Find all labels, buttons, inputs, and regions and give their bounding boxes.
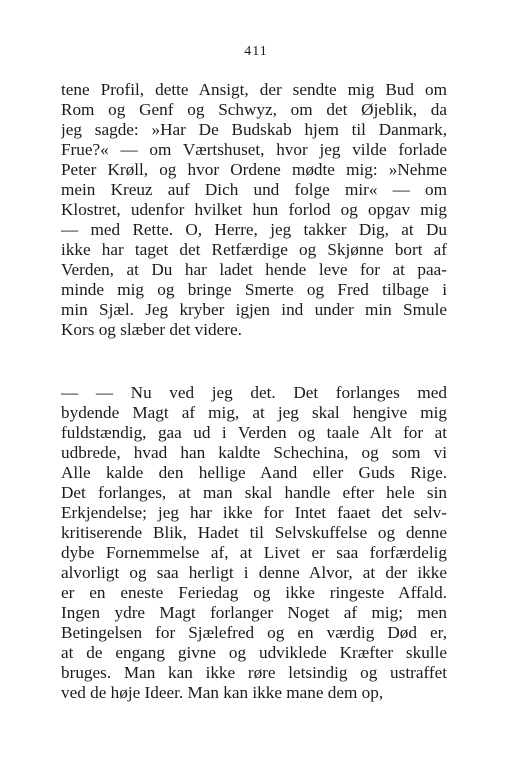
text-line: Alle kalde den hellige Aand eller Guds Rige. xyxy=(61,463,447,482)
text-line: bruges. Man kan ikke røre letsindig og ustraffet xyxy=(61,663,447,682)
text-line: Frue?« — om Værtshuset, hvor jeg vilde forlade xyxy=(61,140,447,159)
text-line: Verden, at Du har ladet hende leve for at paa- xyxy=(61,260,447,279)
text-line: Peter Krøll, og hvor Ordene mødte mig: »Nehme xyxy=(61,160,447,179)
text-line: bydende Magt af mig, at jeg skal hengive mig xyxy=(61,403,447,422)
text-line: mein Kreuz auf Dich und folge mir« — om xyxy=(61,180,447,199)
text-line: Klostret, udenfor hvilket hun forlod og opgav mig xyxy=(61,200,447,219)
text-line: Det forlanges, at man skal handle efter hele sin xyxy=(61,483,447,502)
text-line: udbrede, hvad han kaldte Schechina, og som vi xyxy=(61,443,447,462)
text-line: dybe Fornemmelse af, at Livet er saa forfærdelig xyxy=(61,543,447,562)
text-line: Erkjendelse; jeg har ikke for Intet faaet det selv- xyxy=(61,503,447,522)
paragraph-continuation xyxy=(61,80,447,340)
text-line: at de engang givne og udviklede Kræfter skulle xyxy=(61,643,447,662)
text-line: fuldstændig, gaa ud i Verden og taale Alt for at xyxy=(61,423,447,442)
text-line: Kors og slæber det videre. xyxy=(61,320,242,339)
text-line: alvorligt og saa herligt i denne Alvor, at der ikke xyxy=(61,563,447,582)
text-line: kritiserende Blik, Hadet til Selvskuffelse og denne xyxy=(61,523,447,542)
paragraph-now-i-know xyxy=(61,383,447,703)
text-line: jeg sagde: »Har De Budskab hjem til Danmark, xyxy=(61,120,447,139)
text-line: ikke har taget det Retfærdige og Skjønne bort af xyxy=(61,240,447,259)
page-number: 411 xyxy=(244,44,268,59)
text-line: er en eneste Feriedag og ikke ringeste Affald. xyxy=(61,583,447,602)
text-line: — — Nu ved jeg det. Det forlanges med xyxy=(61,383,447,402)
text-line: min Sjæl. Jeg kryber igjen ind under min Smule xyxy=(61,300,447,319)
text-line: — med Rette. O, Herre, jeg takker Dig, at Du xyxy=(61,220,447,239)
text-line: Betingelsen for Sjælefred og en værdig Død er, xyxy=(61,623,447,642)
text-line: minde mig og bringe Smerte og Fred tilbage i xyxy=(61,280,447,299)
text-line: ved de høje Ideer. Man kan ikke mane dem op, xyxy=(61,683,384,702)
text-line: Rom og Genf og Schwyz, om det Øjeblik, da xyxy=(61,100,447,119)
text-line: tene Profil, dette Ansigt, der sendte mig Bud om xyxy=(61,80,447,99)
text-line: Ingen ydre Magt forlanger Noget af mig; men xyxy=(61,603,447,622)
